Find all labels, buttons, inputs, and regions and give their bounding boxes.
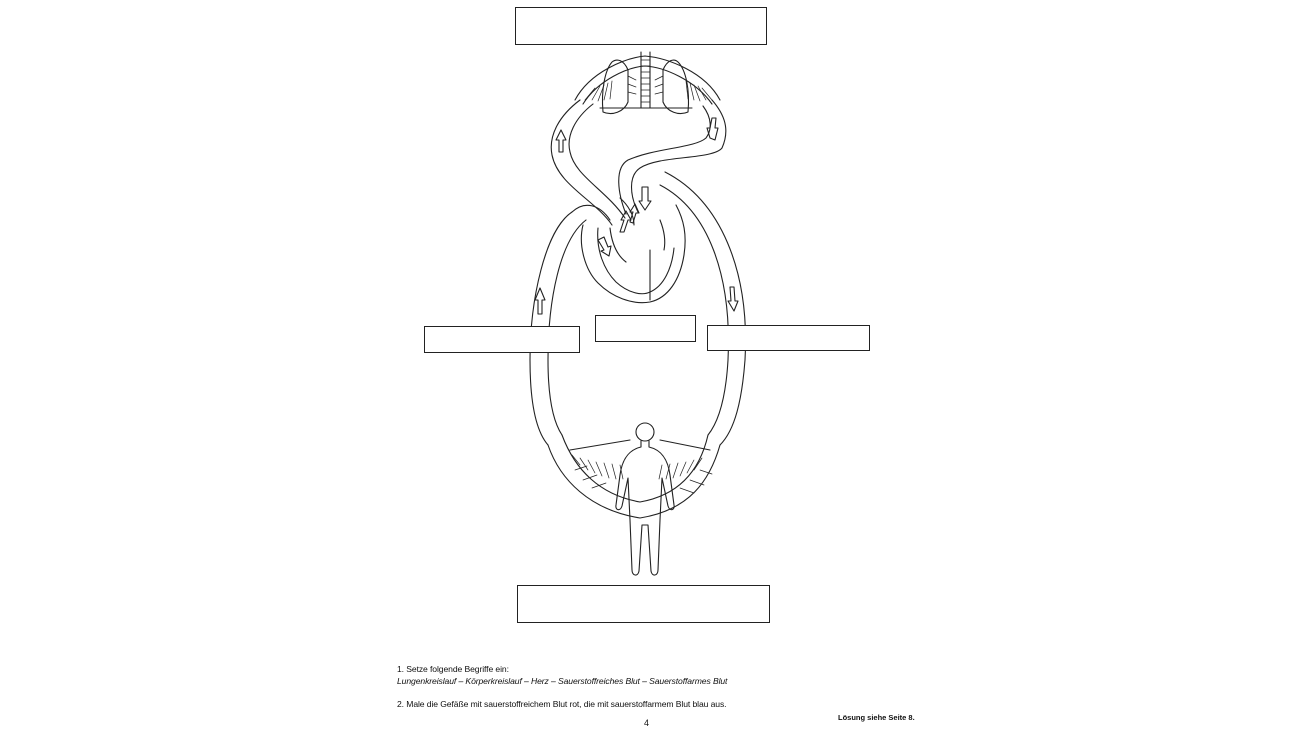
label-box-left[interactable] <box>424 326 580 353</box>
lungs-illustration <box>602 52 688 114</box>
task1-terms: Lungenkreislauf – Körperkreislauf – Herz – Sauerstoffreiches Blut – Sauerstoffarmes Blut <box>397 676 728 686</box>
body-capillary-bed <box>548 435 720 518</box>
task2-prompt: 2. Male die Gefäße mit sauerstoffreichem Blut rot, die mit sauerstoffarmem Blut blau aus. <box>397 699 727 709</box>
page-number: 4 <box>644 718 650 728</box>
human-silhouette <box>616 423 674 575</box>
task1-prompt: 1. Setze folgende Begriffe ein: <box>397 664 509 674</box>
label-box-center[interactable] <box>595 315 696 342</box>
label-box-bottom[interactable] <box>517 585 770 623</box>
heart-illustration <box>572 198 685 303</box>
pulmonary-vessels <box>551 100 726 225</box>
label-box-top[interactable] <box>515 7 767 45</box>
label-box-right[interactable] <box>707 325 870 351</box>
lung-capillary-bed <box>575 56 720 108</box>
solution-hint: Lösung siehe Seite 8. <box>838 713 915 722</box>
